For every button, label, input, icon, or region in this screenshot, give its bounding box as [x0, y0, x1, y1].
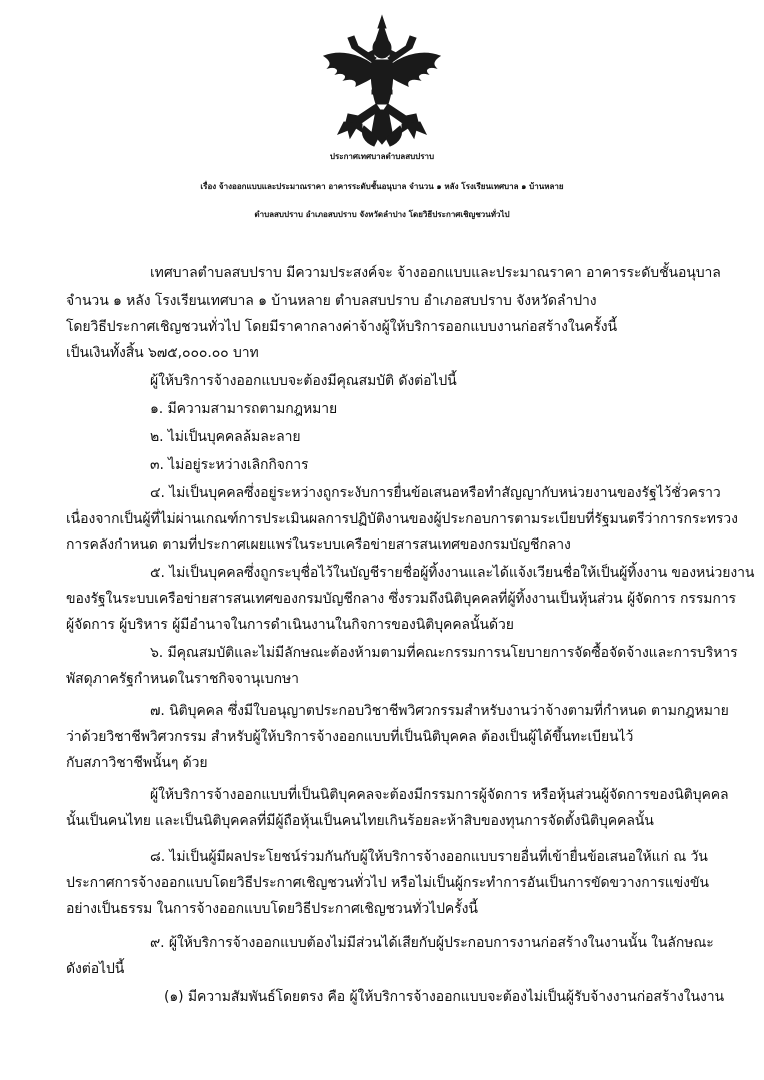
body-line: เทศบาลตำบลสบปราบ มีความประสงค์จะ จ้างออกแบบและประมาณราคา อาคารระดับชั้นอนุบาล	[150, 265, 721, 281]
body-line: โดยวิธีประกาศเชิญชวนทั่วไป โดยมีราคากลางค่าจ้างผู้ให้บริการออกแบบงานก่อสร้างในครั้งนี้	[66, 319, 617, 335]
body-line: ๔. ไม่เป็นบุคคลซึ่งอยู่ระหว่างถูกระงับการยื่นข้อเสนอหรือทำสัญญากับหน่วยงานของรัฐไว้ชั่วคราว	[150, 485, 721, 501]
body-line: ๖. มีคุณสมบัติและไม่มีลักษณะต้องห้ามตามที่คณะกรรมการนโยบายการจัดซื้อจัดจ้างและการบริหาร	[150, 645, 738, 661]
body-line: ๒. ไม่เป็นบุคคลล้มละลาย	[150, 429, 301, 445]
body-line: ๕. ไม่เป็นบุคคลซึ่งถูกระบุชื่อไว้ในบัญชีรายชื่อผู้ทิ้งงานและได้แจ้งเวียนชื่อให้เป็นผู้ทิ้งงาน ของหน่วยงาน	[150, 565, 755, 581]
body-line: ๑. มีความสามารถตามกฎหมาย	[150, 401, 338, 417]
body-line: ๗. นิติบุคคล ซึ่งมีใบอนุญาตประกอบวิชาชีพวิศวกรรมสำหรับงานว่าจ้างตามที่กำหนด ตามกฎหมาย	[150, 703, 729, 719]
body-line: เนื่องจากเป็นผู้ที่ไม่ผ่านเกณฑ์การประเมินผลการปฏิบัติงานของผู้ประกอบการตามระเบียบที่รัฐมนตรีว่าการกระทรวง	[66, 511, 738, 527]
body-line: (๑) มีความสัมพันธ์โดยตรง คือ ผู้ให้บริการจ้างออกแบบจะต้องไม่เป็นผู้รับจ้างงานก่อสร้างในงาน	[164, 989, 724, 1005]
announcement-title: ประกาศเทศบาลตำบลสบปราบ	[329, 152, 435, 161]
body-line: ผู้จัดการ ผู้บริหาร ผู้มีอำนาจในการดำเนินงานในกิจการของนิติบุคคลนั้นด้วย	[66, 617, 514, 633]
body-line: กับสภาวิชาชีพนั้นๆ ด้วย	[66, 755, 208, 771]
body-line: ผู้ให้บริการจ้างออกแบบจะต้องมีคุณสมบัติ ดังต่อไปนี้	[150, 373, 457, 389]
body-line: ว่าด้วยวิชาชีพวิศวกรรม สำหรับผู้ให้บริการจ้างออกแบบที่เป็นนิติบุคคล ต้องเป็นผู้ได้ขึ้นทะเบียนไว้	[66, 729, 634, 745]
body-line: นั้นเป็นคนไทย และเป็นนิติบุคคลที่มีผู้ถือหุ้นเป็นคนไทยเกินร้อยละห้าสิบของทุนการจัดตั้งนิติบุคคลนั้น	[66, 813, 654, 829]
body-line: ๘. ไม่เป็นผู้มีผลประโยชน์ร่วมกันกับผู้ให้บริการจ้างออกแบบรายอื่นที่เข้ายื่นข้อเสนอให้แก่ ณ วัน	[150, 849, 708, 865]
body-line: เป็นเงินทั้งสิ้น ๖๗๕,๐๐๐.๐๐ บาท	[66, 345, 259, 361]
body-line: ๓. ไม่อยู่ระหว่างเลิกกิจการ	[150, 457, 309, 473]
body-line: ๙. ผู้ให้บริการจ้างออกแบบต้องไม่มีส่วนได้เสียกับผู้ประกอบการงานก่อสร้างในงานนั้น ในลักษณะ	[150, 935, 714, 951]
body-line: พัสดุภาครัฐกำหนดในราชกิจจานุเบกษา	[66, 671, 299, 687]
body-line: จำนวน ๑ หลัง โรงเรียนเทศบาล ๑ บ้านหลาย ตำบลสบปราบ อำเภอสบปราบ จังหวัดลำปาง	[66, 293, 597, 309]
body-line: อย่างเป็นธรรม ในการจ้างออกแบบโดยวิธีประกาศเชิญชวนทั่วไปครั้งนี้	[66, 901, 478, 917]
body-line: ของรัฐในระบบเครือข่ายสารสนเทศของกรมบัญชีกลาง ซึ่งรวมถึงนิติบุคคลที่ผู้ทิ้งงานเป็นหุ้นส่วน ผู้จัดการ กรรมการ	[66, 591, 736, 607]
body-line: ประกาศการจ้างออกแบบโดยวิธีประกาศเชิญชวนทั่วไป หรือไม่เป็นผู้กระทำการอันเป็นการขัดขวางการแข่งขัน	[66, 875, 709, 891]
body-line: การคลังกำหนด ตามที่ประกาศเผยแพร่ในระบบเครือข่ายสารสนเทศของกรมบัญชีกลาง	[66, 537, 571, 553]
subject-line-1: เรื่อง จ้างออกแบบและประมาณราคา อาคารระดับชั้นอนุบาล จำนวน ๑ หลัง โรงเรียนเทศบาล ๑ บ้านหลาย	[200, 182, 564, 191]
body-line: ผู้ให้บริการจ้างออกแบบที่เป็นนิติบุคคลจะต้องมีกรรมการผู้จัดการ หรือหุ้นส่วนผู้จัดการของนิติบุคคล	[150, 787, 729, 803]
subject-line-2: ตำบลสบปราบ อำเภอสบปราบ จังหวัดลำปาง โดยวิธีประกาศเชิญชวนทั่วไป	[254, 210, 510, 219]
garuda-emblem-icon	[318, 14, 446, 148]
body-line: ดังต่อไปนี้	[66, 961, 125, 977]
